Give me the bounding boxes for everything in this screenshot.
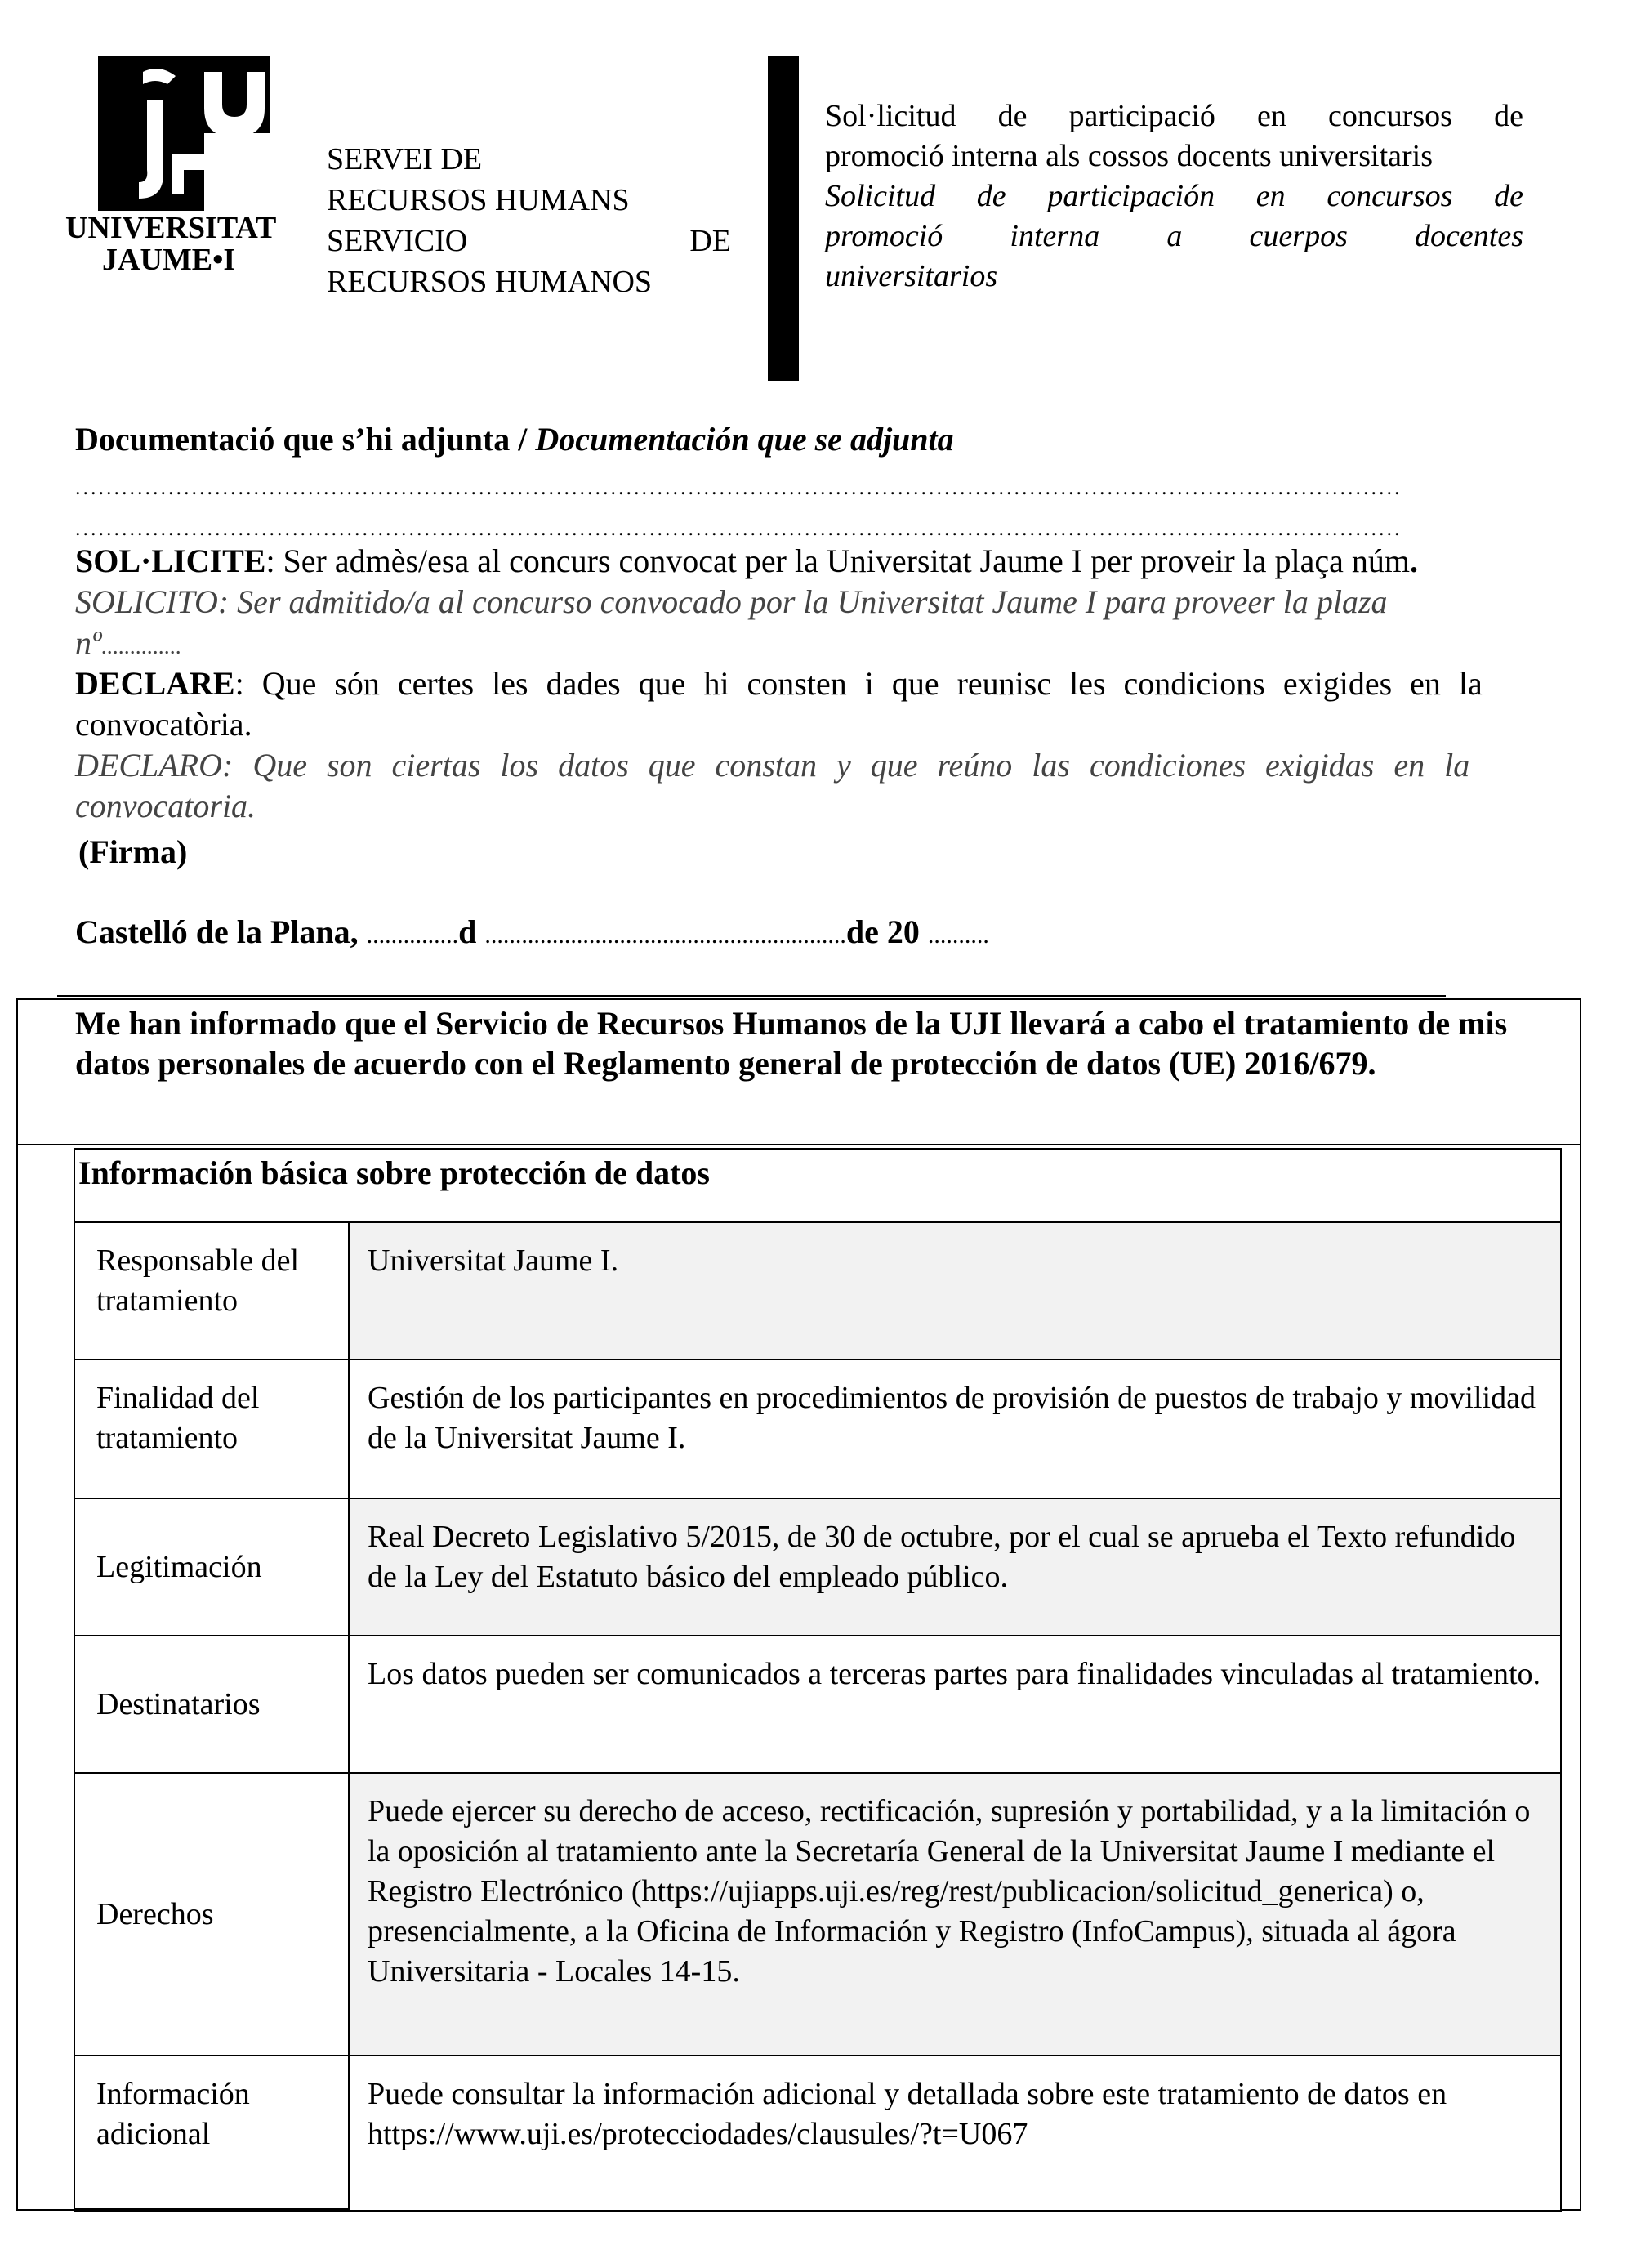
- year-field[interactable]: ..........: [927, 922, 989, 949]
- logo-line-2: JAUME•I: [102, 243, 236, 276]
- row-label: Legitimación: [74, 1498, 349, 1636]
- privacy-heading: Información básica sobre protección de datos: [78, 1154, 710, 1191]
- documentation-field-line-2[interactable]: ...........................................................................................................................................................................: [75, 516, 1402, 540]
- plaza-number-field[interactable]: ..............: [101, 634, 182, 659]
- department-name: SERVEI DE RECURSOS HUMANS SERVICIO DE RECURSOS HUMANOS: [327, 142, 731, 299]
- row-value: Gestión de los participantes en procedimientos de provisión de puestos de trabajo y movilidad de la Universitat Jaume I.: [349, 1359, 1561, 1498]
- privacy-intro: Me han informado que el Servicio de Recursos Humanos de la UJI llevará a cabo el tratamiento de mis datos personales de acuerdo con el Reglamento general de protección de datos (UE) 2016/679.: [75, 1005, 1508, 1082]
- row-value: Puede consultar la información adicional y detallada sobre este tratamiento de datos en https://www.uji.es/protecciodades/clausules/?t=U067: [349, 2056, 1561, 2211]
- solicito-es: SOLICITO: Ser admitido/a al concurso convocado por la Universitat Jaume I para proveer la plaza nº..............: [75, 583, 1388, 661]
- row-label: Destinatarios: [74, 1636, 349, 1773]
- row-label: Responsable del tratamiento: [74, 1222, 349, 1359]
- documentation-field-line-1[interactable]: ...........................................................................................................................................................................: [75, 475, 1402, 499]
- declare-ca: DECLARE: Que són certes les dades que hi consten i que reunisc les condicions exigides en la convocatòria.: [75, 665, 1483, 743]
- divider: [16, 1144, 1581, 1145]
- divider: [57, 995, 1446, 997]
- row-label: Información adicional: [74, 2056, 349, 2211]
- table-row: [74, 1498, 1561, 1636]
- table-row: [74, 1222, 1561, 1359]
- row-value: Universitat Jaume I.: [349, 1222, 1561, 1359]
- form-title: Sol·licitud de participació en concursos de promoció interna als cossos docents universitaris Solicitud de participación en concursos de promoció interna a cuerpos docentes universitarios: [825, 99, 1523, 293]
- university-logo: [65, 56, 290, 276]
- documentation-label: Documentació que s’hi adjunta / Documentación que se adjunta: [75, 421, 954, 458]
- header-divider-bar: [768, 56, 799, 381]
- signature-label: (Firma): [78, 833, 188, 870]
- row-value: Puede ejercer su derecho de acceso, rectificación, supresión y portabilidad, y a la limitación o la oposición al tratamiento ante la Secretaría General de la Universitat Jaume I mediante el Registro Electrónico (https://ujiapps.uji.es/reg/rest/publicacion/solicitud_generica) o, presencialmente, a la Oficina de Información y Registro (InfoCampus), situada al ágora Universitaria - Locales 14-15.: [349, 1773, 1561, 2056]
- row-label: Derechos: [74, 1773, 349, 2056]
- place-date-line: Castelló de la Plana, ...............d ...........................................................de 20 ..........: [75, 913, 989, 950]
- table-row: [74, 1359, 1561, 1498]
- row-value: Los datos pueden ser comunicados a terceras partes para finalidades vinculadas al tratamiento.: [349, 1636, 1561, 1773]
- table-row: [74, 1636, 1561, 1773]
- table-row: [74, 1773, 1561, 2056]
- logo-line-1: UNIVERSITAT: [65, 211, 277, 245]
- day-field[interactable]: ...............: [366, 922, 459, 949]
- table-row: [74, 2056, 1561, 2211]
- month-field[interactable]: ...........................................................: [484, 922, 846, 949]
- row-label: Finalidad del tratamiento: [74, 1359, 349, 1498]
- declaro-es: DECLARO: Que son ciertas los datos que constan y que reúno las condiciones exigidas en la convocatoria.: [75, 747, 1470, 824]
- row-value: Real Decreto Legislativo 5/2015, de 30 de octubre, por el cual se aprueba el Texto refundido de la Ley del Estatuto básico del empleado público.: [349, 1498, 1561, 1636]
- privacy-table: [74, 1221, 1562, 2212]
- solicite-ca: SOL·LICITE: Ser admès/esa al concurs convocat per la Universitat Jaume I per proveir la plaça núm.: [75, 542, 1419, 579]
